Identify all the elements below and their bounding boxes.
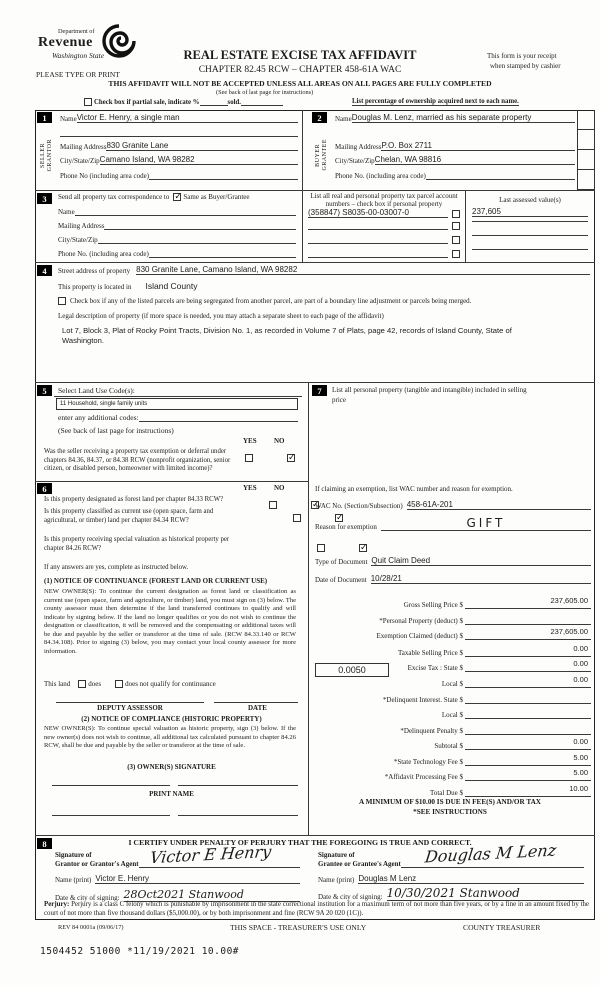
minimum-fee-note: A MINIMUM OF $10.00 IS DUE IN FEE(S) AND/OR TAX: [359, 798, 541, 806]
county-treasurer-label: COUNTY TREASURER: [463, 923, 541, 932]
section8-badge: 8: [37, 838, 52, 849]
wac-label: WAC No. (Section/Subsection): [315, 502, 403, 510]
type-or-print-note: PLEASE TYPE OR PRINT: [36, 70, 120, 79]
buyer-phone-label: Phone No. (including area code): [335, 172, 426, 180]
notice1-body: NEW OWNER(S): To continue the current designation as forest land or classification as current use (open space, farm and agriculture, or timber) land, you must sign on (3) below. The county assessor must then determine if the land transferred continues to qualify and will indicate by signing below. If the land no longer qualifies or you do not wish to continue the designation or classification, it will be removed and the compensating or additional taxes will be due and payable by the seller or transferor at the time of sale. (RCW 84.33.140 or RCW 84.34.108). Prior to signing (3) below, you may contact your local county assessor for more information.: [44, 588, 296, 655]
grantee-sig-label-1: Signature of: [318, 851, 355, 859]
fee-line-exemption[interactable]: 237,605.00: [465, 621, 591, 640]
historic-no-checkbox[interactable]: [359, 544, 367, 552]
fee-line-subtotal[interactable]: 0.00: [465, 731, 591, 750]
see-back-instructions: (See back of last page for instructions): [58, 426, 174, 435]
print-name-label: PRINT NAME: [149, 790, 194, 798]
buyer-name-label: Name: [335, 115, 352, 123]
fee-line-total-due[interactable]: 10.00: [465, 778, 591, 797]
does-not-label: does not qualify for continuance: [125, 680, 216, 688]
see-back-note: (See back of last page for instructions): [216, 89, 314, 96]
warning-note: THIS AFFIDAVIT WILL NOT BE ACCEPTED UNLESS ALL AREAS ON ALL PAGES ARE FULLY COMPLETED: [108, 79, 492, 88]
doc-date-label: Date of Document: [315, 576, 367, 584]
dept-of-label: Department of: [58, 28, 95, 35]
corr-mailing-value[interactable]: [104, 229, 296, 230]
notice1-title: (1) NOTICE OF CONTINUANCE (FOREST LAND OR CURRENT USE): [44, 577, 268, 585]
buyer-mailing-value[interactable]: P.O. Box 2711: [381, 141, 575, 151]
receipt-note-line2: when stamped by cashier: [490, 62, 561, 70]
located-in-label: This property is located in: [58, 283, 132, 291]
exemption-question: Was the seller receiving a property tax exemption or deferral under chapters 84.36, 84.37, or 84.38 RCW (nonprofit organization, senior citizen, or disabled person, homeowner with limited income)?: [44, 448, 231, 473]
corr-city-label: City/State/Zip: [58, 236, 98, 244]
additional-codes-field[interactable]: [139, 421, 298, 422]
fee-label-excise-state: Excise Tax : State $: [407, 664, 463, 672]
sold-field[interactable]: [241, 105, 283, 106]
partial-sale-percent-field[interactable]: [200, 105, 228, 106]
legal-description-value[interactable]: Lot 7, Block 3, Plat of Rocky Point Tracts, Division No. 1, as recorded in Volume 7 of Plats, page 42, records of Island County, State of Washington.: [62, 326, 512, 346]
assessed-value-4[interactable]: [472, 249, 588, 250]
dor-logo: [38, 28, 104, 60]
grantor-print-label: Name (print): [55, 876, 92, 884]
corr-mailing-label: Mailing Address: [58, 222, 105, 230]
land-does-not-checkbox[interactable]: [115, 680, 123, 688]
grantee-sig-label-2: Grantee or Grantee's Agent: [318, 860, 401, 868]
assessed-value-1[interactable]: 237,605: [472, 207, 588, 217]
grantor-date-label: Date & city of signing:: [55, 894, 120, 902]
corr-name-value[interactable]: [75, 215, 296, 216]
fee-label-penalty: *Delinquent Penalty $: [400, 727, 463, 735]
current-use-yes-checkbox[interactable]: [293, 514, 301, 522]
seller-city-label: City/State/Zip: [60, 157, 100, 165]
grantor-print-value[interactable]: Victor E. Henry: [95, 874, 300, 884]
fee-label-total-due: Total Due $: [430, 789, 463, 797]
same-as-buyer-checkbox[interactable]: [173, 193, 181, 201]
see-instructions-note: *SEE INSTRUCTIONS: [413, 808, 487, 816]
seller-phone-value[interactable]: [149, 179, 298, 180]
parcel-row-4[interactable]: [308, 257, 448, 258]
fee-line-taxable[interactable]: 0.00: [465, 638, 591, 657]
form-subtitle: CHAPTER 82.45 RCW – CHAPTER 458-61A WAC: [198, 65, 402, 75]
forest-yes-checkbox[interactable]: [269, 501, 277, 509]
exemption-no-checkbox[interactable]: [287, 454, 295, 462]
grantor-date-value[interactable]: 28Oct2021 Stanwood: [124, 888, 300, 902]
assessed-value-3[interactable]: [472, 235, 588, 236]
certify-statement: I CERTIFY UNDER PENALTY OF PERJURY THAT THE FOREGOING IS TRUE AND CORRECT.: [128, 838, 472, 847]
fee-label-tech-fee: *State Technology Fee $: [393, 758, 463, 766]
s5-no-header: NO: [274, 437, 285, 445]
fee-label-delinq-local: Local $: [441, 711, 463, 719]
fee-label-subtotal: Subtotal $: [434, 742, 463, 750]
parcel-header: List all real and personal property tax parcel account numbers – check box if personal property: [310, 192, 458, 208]
historic-yes-checkbox[interactable]: [317, 544, 325, 552]
doc-date-value[interactable]: 10/28/21: [371, 574, 591, 584]
grantor-sig-label-1: Signature of: [55, 851, 92, 859]
fee-label-processing-fee: *Affidavit Processing Fee $: [384, 773, 463, 781]
street-address-label: Street address of property: [58, 267, 131, 275]
land-use-code-value: 11 Household, single family units: [60, 401, 148, 407]
additional-codes-label: enter any additional codes:: [58, 413, 139, 422]
grantee-date-label: Date & city of signing:: [318, 893, 383, 901]
revenue-wordmark: Revenue: [38, 35, 93, 50]
owners-signature-label: (3) OWNER(S) SIGNATURE: [127, 763, 216, 771]
current-use-question: Is this property classified as current use (open space, farm and agricultural, or timber) land per chapter 84.34 RCW?: [44, 508, 214, 524]
seller-name-label: Name: [60, 115, 77, 123]
seller-mailing-value[interactable]: 830 Granite Lane: [106, 141, 298, 151]
exemption-yes-checkbox[interactable]: [245, 454, 253, 462]
corr-phone-value[interactable]: [149, 257, 296, 258]
reason-exemption-label: Reason for exemption: [315, 523, 377, 531]
if-yes-note: If any answers are yes, complete as instructed below.: [44, 564, 189, 571]
perjury-statement: Perjury: Perjury is a class C felony which is punishable by imprisonment in the state correctional institution for a maximum term of not more than five years, or by a fine in an amount fixed by the court of not more than five thousand dollars ($5,000.00), or by both imprisonment and fine (RCW 9A 20 020 (1C)).: [44, 901, 589, 917]
exemption-note: If claiming an exemption, list WAC number and reason for exemption.: [315, 485, 513, 493]
land-use-title: Select Land Use Code(s):: [58, 386, 135, 395]
fee-label-delinq-state: *Delinquent Interest. State $: [382, 696, 463, 704]
section4-badge: 4: [37, 265, 52, 276]
notice2-body: NEW OWNER(S): To continue special valuation as historic property, sign (3) below. If the new owner(s) does not wish to continue, all additional tax calculated pursuant to chapter 84.26 RCW, shall be due and payable by the seller or transferor at the time of sale.: [44, 725, 296, 750]
corr-name-label: Name: [58, 208, 75, 216]
land-does-checkbox[interactable]: [78, 680, 86, 688]
local-rate-value: 0.0050: [338, 665, 366, 675]
section2-badge: 2: [312, 112, 327, 123]
segregated-checkbox[interactable]: [58, 297, 66, 305]
fee-line-processing-fee[interactable]: 5.00: [465, 762, 591, 781]
corr-city-value[interactable]: [98, 243, 296, 244]
legal-description-label: Legal description of property (if more space is needed, you may attach a separate sheet to each page of the affidavit): [58, 312, 384, 320]
seller-name-value[interactable]: Victor E. Henry, a single man: [77, 113, 298, 123]
send-correspondence-label: Send all property tax correspondence to: [58, 193, 170, 201]
ownership-note: List percentage of ownership acquired next to each name.: [352, 98, 519, 105]
land-use-code-box[interactable]: [56, 398, 298, 410]
seller-phone-label: Phone No (including area code): [60, 172, 150, 180]
grantor-signature: Victor E Henry: [148, 841, 273, 868]
parcel-pp-checkbox-2[interactable]: [452, 222, 460, 230]
parcel-pp-checkbox-3[interactable]: [452, 236, 460, 244]
date-label: DATE: [248, 704, 267, 712]
located-in-value[interactable]: Island County: [145, 281, 198, 291]
section3-badge: 3: [37, 193, 52, 204]
fee-label-exemption: Exemption Claimed (deduct) $: [376, 632, 463, 640]
wac-value[interactable]: 458-61A-201: [407, 500, 591, 510]
parcel-pp-checkbox-1[interactable]: [452, 210, 460, 218]
form-title: REAL ESTATE EXCISE TAX AFFIDAVIT: [183, 48, 417, 62]
buyer-mailing-label: Mailing Address: [335, 143, 382, 151]
grantor-signature-line[interactable]: [139, 867, 300, 868]
personal-property-label: List all personal property (tangible and intangible) included in selling price: [332, 386, 527, 404]
fee-label-local: Local $: [441, 680, 463, 688]
fee-label-gross: Gross Selling Price $: [403, 601, 463, 609]
partial-sale-checkbox[interactable]: [84, 98, 92, 106]
deputy-assessor-label: DEPUTY ASSESSOR: [97, 704, 163, 712]
fee-line-excise-state[interactable]: 0.00: [465, 653, 591, 672]
parcel-number-value[interactable]: (358847) S8035-00-03007-0: [308, 208, 448, 218]
seller-city-value[interactable]: Camano Island, WA 98282: [100, 155, 298, 165]
sold-label: sold.: [227, 99, 241, 106]
receipt-note-line1: This form is your receipt: [487, 52, 557, 60]
seller-mailing-label: Mailing Address: [60, 143, 107, 151]
historic-question: Is this property receiving special valuation as historical property per chapter 84.26 RCW?: [44, 536, 230, 552]
reason-exemption-value[interactable]: GIFT: [381, 516, 591, 531]
section7-badge: 7: [312, 385, 327, 396]
s6-no-header: NO: [274, 484, 285, 492]
buyer-name-value[interactable]: Douglas M. Lenz, married as his separate property: [352, 113, 575, 123]
doc-type-label: Type of Document: [315, 558, 368, 566]
grantee-print-label: Name (print): [318, 876, 355, 884]
fee-line-tech-fee[interactable]: 5.00: [465, 747, 591, 766]
segregated-label: Check box if any of the listed parcels are being segregated from another parcel, are part of a boundary line adjustment or parcels being merged.: [70, 297, 472, 305]
partial-sale-label: Check box if partial sale, indicate %: [94, 99, 200, 106]
section1-badge: 1: [37, 112, 52, 123]
grantee-signature: Douglas M Lenz: [423, 840, 558, 867]
fee-line-local[interactable]: 0.00: [465, 669, 591, 688]
doc-type-value[interactable]: Quit Claim Deed: [371, 556, 591, 566]
buyer-phone-value[interactable]: [426, 179, 575, 180]
section6-badge: 6: [37, 483, 52, 494]
assessed-value-2[interactable]: [472, 221, 588, 222]
street-address-value[interactable]: 830 Granite Lane, Camano Island, WA 98282: [136, 265, 590, 275]
forest-question: Is this property designated as forest land per chapter 84.33 RCW?: [44, 496, 224, 503]
notice2-title: (2) NOTICE OF COMPLIANCE (HISTORIC PROPERTY): [81, 715, 262, 723]
buyer-city-value[interactable]: Chelan, WA 98816: [375, 155, 575, 165]
does-label: does: [88, 680, 102, 688]
buyer-side-label: BUYER GRANTEE: [314, 139, 328, 171]
grantee-date-value[interactable]: 10/30/2021 Stanwood: [387, 886, 584, 901]
ownership-percent-boxes[interactable]: [577, 110, 595, 190]
s6-yes-header: YES: [243, 484, 257, 492]
seller-name-extra-field[interactable]: [60, 136, 298, 137]
corr-phone-label: Phone No. (including area code): [58, 250, 149, 258]
same-as-buyer-label: Same as Buyer/Grantee: [183, 193, 250, 201]
section5-badge: 5: [37, 385, 52, 396]
parcel-row-2[interactable]: [308, 229, 448, 230]
grantee-print-value[interactable]: Douglas M Lenz: [358, 874, 584, 884]
parcel-pp-checkbox-4[interactable]: [452, 250, 460, 258]
treasurer-space-label: THIS SPACE - TREASURER'S USE ONLY: [230, 923, 367, 932]
fee-label-personal: *Personal Property (deduct) $: [379, 617, 463, 625]
grantee-signature-line[interactable]: [401, 867, 584, 868]
parcel-row-3[interactable]: [308, 243, 448, 244]
fee-label-taxable: Taxable Selling Price $: [397, 649, 463, 657]
this-land-label: This land: [44, 680, 71, 688]
s5-yes-header: YES: [243, 437, 257, 445]
form-rev-number: REV 84 0001a (09/06/17): [58, 924, 124, 931]
wa-state-label: Washington State: [52, 51, 105, 60]
seller-side-label: SELLER GRANTOR: [39, 138, 53, 172]
fee-line-gross[interactable]: 237,605.00: [465, 590, 591, 609]
grantor-sig-label-2: Grantor or Grantor's Agent: [55, 860, 139, 868]
buyer-city-label: City/State/Zip: [335, 157, 375, 165]
cashier-stamp: 1504452 51000 *11/19/2021 10.00#: [40, 946, 240, 957]
assessed-value-header: Last assessed value(s): [499, 196, 561, 204]
